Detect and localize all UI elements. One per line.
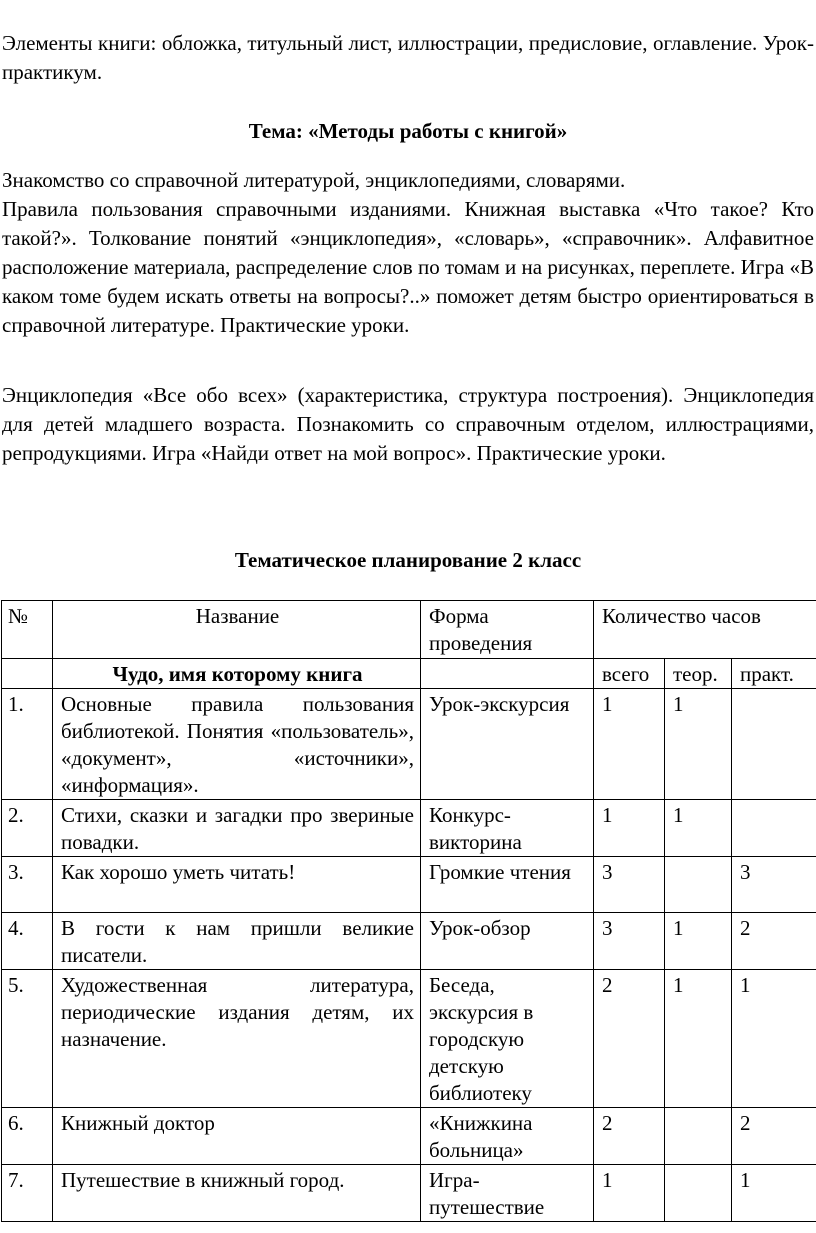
header-theory: теор. bbox=[665, 659, 732, 689]
intro-paragraph-rules: Правила пользования справочными изданиями. Книжная выставка «Что такое? Кто такой?». Толкование понятий «энциклопедия», «словарь», «справочник». Алфавитное расположение материала, распределение слов по томам и на рисунках, переплете. Игра «В каком томе будем искать ответы на вопросы?..» поможет детям быстро ориентироваться в справочной литературе. Практические уроки. bbox=[2, 197, 814, 337]
plan-table bbox=[1, 600, 816, 1222]
table-row: 1. Основные правила пользования библиотекой. Понятия «пользователь», «документ», «источники», «информация». Урок-экскурсия 1 1 bbox=[2, 689, 816, 800]
intro-paragraph-book-elements: Элементы книги: обложка, титульный лист, иллюстрации, предисловие, оглавление. Урок-практикум. bbox=[2, 31, 814, 84]
plan-title: Тематическое планирование 2 класс bbox=[234, 548, 582, 572]
header-total: всего bbox=[594, 659, 665, 689]
section-title: Чудо, имя которому книга bbox=[53, 659, 421, 689]
header-hours: Количество часов bbox=[594, 601, 816, 659]
table-row: 4. В гости к нам пришли великие писатели. Урок-обзор 3 1 2 bbox=[2, 913, 816, 970]
table-header-row bbox=[2, 601, 816, 659]
header-form: Форма проведения bbox=[421, 601, 594, 659]
table-row: 3. Как хорошо уметь читать! Громкие чтения 3 3 bbox=[2, 857, 816, 913]
intro-paragraph-encyclopedia: Энциклопедия «Все обо всех» (характеристика, структура построения). Энциклопедия для детей младшего возраста. Познакомить со справочным отделом, иллюстрациями, репродукциями. Игра «Найди ответ на мой вопрос». Практические уроки. bbox=[2, 383, 814, 465]
table-row: 7. Путешествие в книжный город. Игра-путешествие 1 1 bbox=[2, 1165, 816, 1222]
header-num: № bbox=[2, 601, 53, 659]
header-name: Название bbox=[53, 601, 421, 659]
table-row: 5. Художественная литература, периодические издания детям, их назначение. Беседа, экскурсия в городскую детскую библиотеку 2 1 1 bbox=[2, 970, 816, 1108]
header-practice: практ. bbox=[732, 659, 816, 689]
table-row: 6. Книжный доктор «Книжкина больница» 2 2 bbox=[2, 1108, 816, 1165]
table-row: 2. Стихи, сказки и загадки про звериные повадки. Конкурс-викторина 1 1 bbox=[2, 800, 816, 857]
intro-paragraph-reference: Знакомство со справочной литературой, энциклопедиями, словарями. bbox=[2, 168, 626, 192]
table-section-row bbox=[2, 659, 816, 689]
theme-title: Тема: «Методы работы с книгой» bbox=[248, 119, 568, 143]
